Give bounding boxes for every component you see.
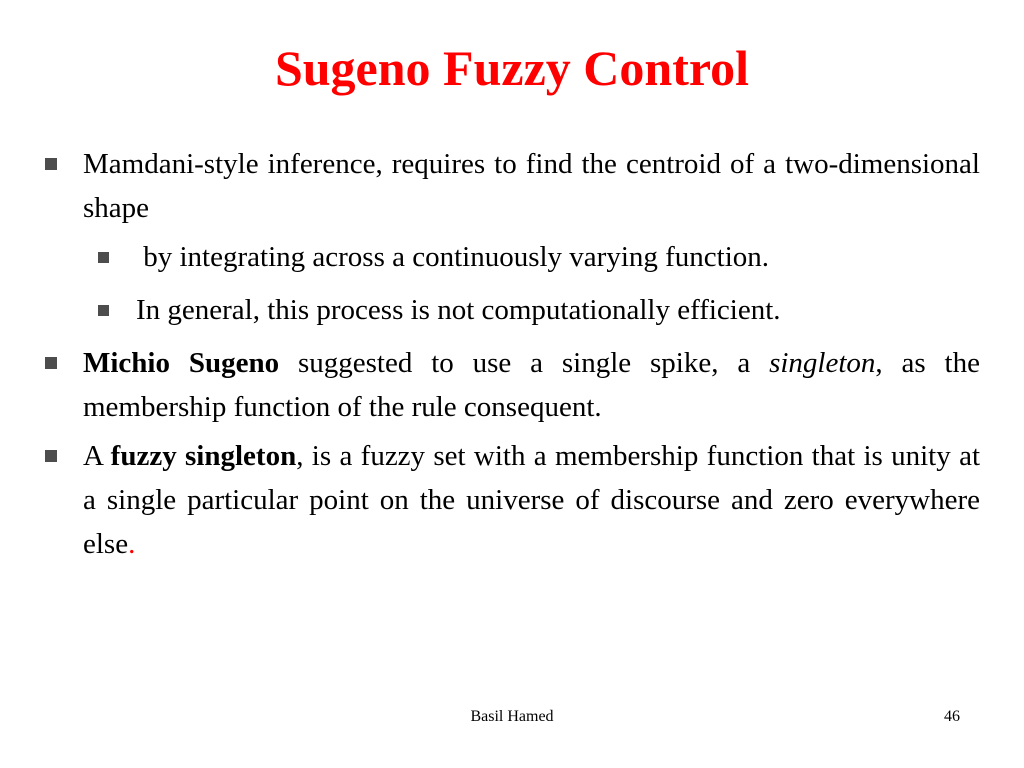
- sub-bullet-text: by integrating across a continuously varying function.: [136, 241, 770, 273]
- bullet-lead: A: [83, 440, 111, 472]
- footer-page-number: 46: [944, 708, 960, 725]
- square-bullet-icon: [98, 235, 112, 279]
- bullet-trailing-period: .: [128, 528, 136, 560]
- slide-title: Sugeno Fuzzy Control: [274, 40, 750, 96]
- bullet-text: suggested to use a single spike, a: [279, 347, 770, 379]
- bullet-bold-lead: Michio Sugeno: [83, 347, 280, 379]
- sub-bullet-item: [40, 235, 980, 279]
- bullet-text: , is a fuzzy set with a membership function that is unity at a single particular point on the universe of discourse and zero everywhere else: [83, 440, 980, 560]
- bullet-bold-term: fuzzy singleton: [110, 440, 297, 472]
- square-bullet-icon: [45, 434, 59, 478]
- bullet-item: [40, 142, 980, 230]
- bullet-item: [40, 434, 980, 566]
- square-bullet-icon: [45, 142, 59, 186]
- footer-author: Basil Hamed: [470, 708, 554, 725]
- bullet-text: , as the membership function of the rule consequent.: [83, 347, 980, 423]
- bullet-text: Mamdani-style inference, requires to find the centroid of a two-dimensional shape: [83, 148, 980, 224]
- slide-body: [40, 142, 980, 571]
- bullet-item: [40, 341, 980, 429]
- bullet-italic-term: singleton: [769, 347, 876, 379]
- square-bullet-icon: [98, 288, 112, 332]
- sub-bullet-text: In general, this process is not computationally efficient.: [136, 294, 781, 326]
- sub-bullet-item: [40, 288, 980, 332]
- square-bullet-icon: [45, 341, 59, 385]
